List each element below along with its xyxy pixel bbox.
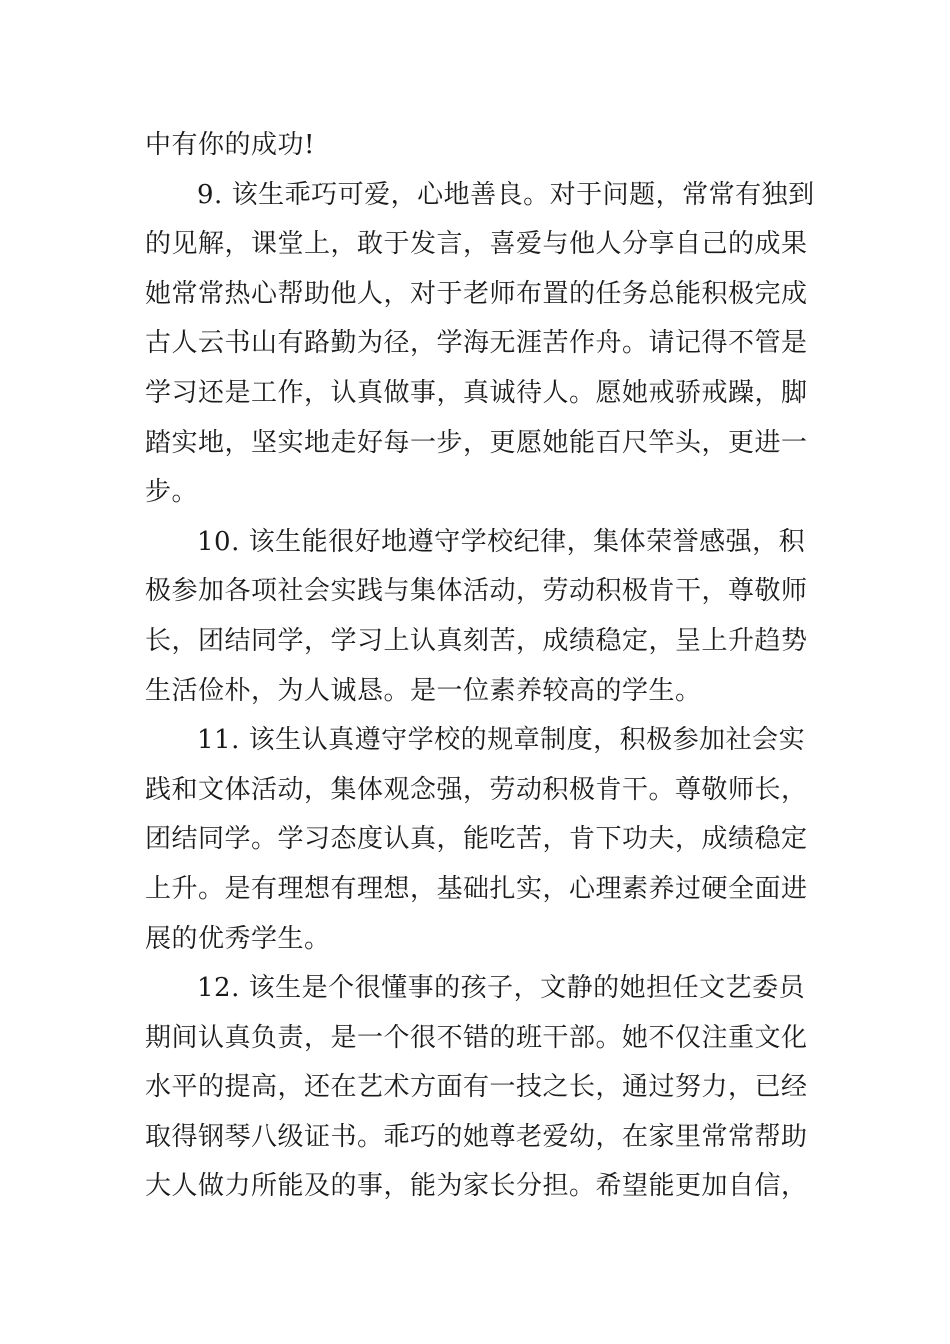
paragraph-11-line-4: 上升。是有理想有理想，基础扎实，心理素养过硬全面进 — [145, 873, 808, 904]
paragraph-10-line-4: 生活俭朴，为人诚恳。是一位素养较高的学生。 — [145, 675, 702, 706]
paragraph-11-line-1: 11. 该生认真遵守学校的规章制度，积极参加社会实 — [197, 725, 806, 756]
paragraph-12-line-2: 期间认真负责，是一个很不错的班干部。她不仅注重文化 — [145, 1022, 808, 1053]
paragraph-9-line-3: 她常常热心帮助他人，对于老师布置的任务总能积极完成 — [145, 278, 808, 309]
paragraph-11-line-5: 展的优秀学生。 — [145, 923, 331, 954]
paragraph-9-line-2: 的见解，课堂上，敢于发言，喜爱与他人分享自己的成果 — [145, 229, 808, 260]
paragraph-10-line-1: 10. 该生能很好地遵守学校纪律，集体荣誉感强，积 — [197, 526, 806, 557]
paragraph-9-line-6: 踏实地，坚实地走好每一步，更愿她能百尺竿头，更进一 — [145, 427, 808, 458]
paragraph-12-line-5: 大人做力所能及的事，能为家长分担。希望能更加自信， — [145, 1171, 808, 1202]
paragraph-9-line-1: 9. 该生乖巧可爱，心地善良。对于问题，常常有独到 — [197, 179, 815, 210]
paragraph-9-line-4: 古人云书山有路勤为径，学海无涯苦作舟。请记得不管是 — [145, 328, 808, 359]
paragraph-11-line-3: 团结同学。学习态度认真，能吃苦，肯下功夫，成绩稳定 — [145, 824, 808, 855]
paragraph-11-line-2: 践和文体活动，集体观念强，劳动积极肯干。尊敬师长， — [145, 774, 808, 805]
paragraph-12-line-1: 12. 该生是个很懂事的孩子，文静的她担任文艺委员 — [197, 973, 806, 1004]
paragraph-12-line-4: 取得钢琴八级证书。乖巧的她尊老爱幼，在家里常常帮助 — [145, 1121, 808, 1152]
paragraph-10-line-2: 极参加各项社会实践与集体活动，劳动积极肯干，尊敬师 — [145, 576, 808, 607]
paragraph-10-line-3: 长，团结同学，学习上认真刻苦，成绩稳定，呈上升趋势 — [145, 625, 808, 656]
paragraph-12-line-3: 水平的提高，还在艺术方面有一技之长，通过努力，已经 — [145, 1072, 808, 1103]
document-body — [145, 121, 815, 1212]
paragraph-9-line-7: 步。 — [145, 477, 199, 508]
paragraph-8-line-end: 中有你的成功! — [145, 130, 315, 160]
paragraph-9-line-5: 学习还是工作，认真做事，真诚待人。愿她戒骄戒躁，脚 — [145, 377, 808, 408]
